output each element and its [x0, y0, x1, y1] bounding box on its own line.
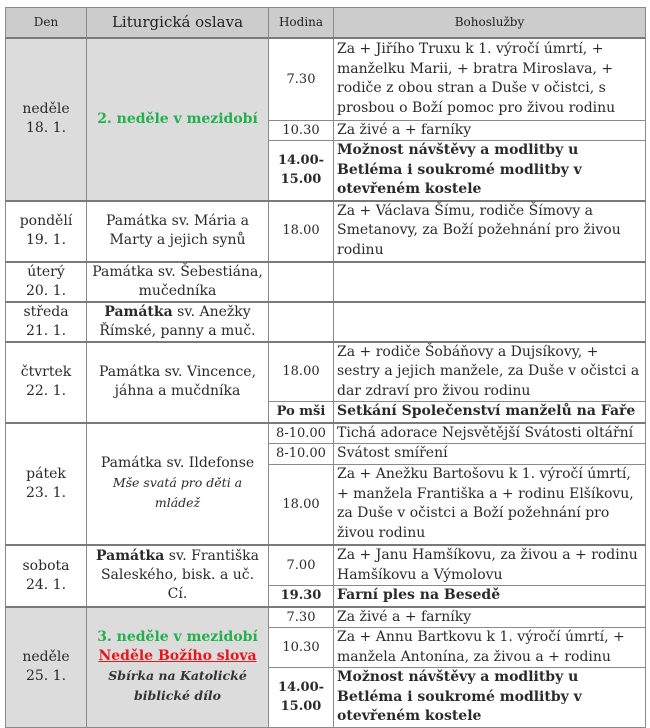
table-row — [6, 201, 646, 262]
table-row — [6, 342, 646, 402]
day-cell: neděle 25. 1. — [6, 607, 87, 728]
time-cell: Po mši — [269, 402, 334, 423]
day-cell: pondělí 19. 1. — [6, 201, 87, 262]
service-cell: Za + Anežku Bartošovu k 1. výročí úmrtí, + manžela Františka a + rodinu Elšíkovu, za Duše v očistci a Boží požehnání pro živou rodinu — [334, 464, 646, 545]
service-cell: Farní ples na Besedě — [334, 586, 646, 607]
time-cell: 7.00 — [269, 545, 334, 586]
time-cell: 10.30 — [269, 628, 334, 668]
service-cell — [334, 262, 646, 302]
mass-schedule-table — [5, 7, 646, 728]
day-cell: pátek 23. 1. — [6, 423, 87, 546]
liturgy-cell — [87, 38, 269, 201]
liturgy-subtitle: Neděle Božího slova — [98, 648, 257, 664]
liturgy-cell: Památka sv. Ildefonse Mše svatá pro děti a mládež — [87, 423, 269, 546]
liturgy-cell: Památka sv. Anežky Římské, panny a muč. — [87, 302, 269, 342]
liturgy-title: 3. neděle v mezidobí — [97, 629, 258, 645]
time-cell: 7.30 — [269, 607, 334, 628]
header-day: Den — [6, 8, 87, 39]
table-row — [6, 262, 646, 302]
service-cell: Možnost návštěvy a modlitby u Betléma i soukromé modlitby v otevřeném kostele — [334, 668, 646, 728]
table-row — [6, 38, 646, 120]
time-cell: 8-10.00 — [269, 444, 334, 465]
table-row — [6, 545, 646, 586]
liturgy-cell: Památka sv. Mária a Marty a jejich synů — [87, 201, 269, 262]
service-cell — [334, 302, 646, 342]
time-cell: 18.00 — [269, 342, 334, 402]
time-cell: 10.30 — [269, 120, 334, 141]
time-cell: 18.00 — [269, 201, 334, 262]
header-time: Hodina — [269, 8, 334, 39]
day-cell: neděle 18. 1. — [6, 38, 87, 201]
day-cell: čtvrtek 22. 1. — [6, 342, 87, 423]
service-cell: Za + Václava Šímu, rodiče Šímovy a Smetanovy, za Boží požehnání pro živou rodinu — [334, 201, 646, 262]
liturgy-cell — [87, 607, 269, 728]
liturgy-note: Mše svatá pro děti a mládež — [112, 475, 243, 511]
time-cell — [269, 262, 334, 302]
time-cell: 19.30 — [269, 586, 334, 607]
service-cell: Za + Jiřího Truxu k 1. výročí úmrtí, + manželku Marii, + bratra Miroslava, + rodiče z obou stran a Duše v očistci, s prosbou o Boží pomoc pro živou rodinu — [334, 38, 646, 120]
liturgy-title: 2. neděle v mezidobí — [97, 110, 258, 127]
day-cell: sobota 24. 1. — [6, 545, 87, 607]
service-cell: Tichá adorace Nejsvětější Svátosti oltářní — [334, 423, 646, 444]
collection-note: Sbírka na Katolické biblické dílo — [108, 668, 247, 703]
table-row — [6, 302, 646, 342]
time-cell — [269, 302, 334, 342]
liturgy-cell: Památka sv. Františka Saleského, bisk. a uč. Cí. — [87, 545, 269, 607]
service-cell: Setkání Společenství manželů na Faře — [334, 402, 646, 423]
header-row — [6, 8, 646, 39]
service-cell: Svátost smíření — [334, 444, 646, 465]
service-cell: Za + Annu Bartkovu k 1. výročí úmrtí, + manžela Antonína, za živou a + rodinu — [334, 628, 646, 668]
liturgy-cell: Památka sv. Šebestiána, mučedníka — [87, 262, 269, 302]
service-cell: Za živé a + farníky — [334, 607, 646, 628]
liturgy-cell: Památka sv. Vincence, jáhna a mučdníka — [87, 342, 269, 423]
day-cell: středa 21. 1. — [6, 302, 87, 342]
header-services: Bohoslužby — [334, 8, 646, 39]
service-cell: Za živé a + farníky — [334, 120, 646, 141]
table-row — [6, 607, 646, 628]
time-cell: 14.00- 15.00 — [269, 668, 334, 728]
service-cell: Možnost návštěvy a modlitby u Betléma i soukromé modlitby v otevřeném kostele — [334, 141, 646, 201]
time-cell: 18.00 — [269, 464, 334, 545]
table-row — [6, 423, 646, 444]
day-cell: úterý 20. 1. — [6, 262, 87, 302]
service-cell: Za + Janu Hamšíkovu, za živou a + rodinu Hamšíkovu a Výmolovu — [334, 545, 646, 586]
time-cell: 14.00- 15.00 — [269, 141, 334, 201]
service-cell: Za + rodiče Šobáňovy a Dujsíkovy, + sestry a jejich manžele, za Duše v očistci a dar zdraví pro živou rodinu — [334, 342, 646, 402]
header-liturgy: Liturgická oslava — [87, 8, 269, 39]
time-cell: 8-10.00 — [269, 423, 334, 444]
time-cell: 7.30 — [269, 38, 334, 120]
